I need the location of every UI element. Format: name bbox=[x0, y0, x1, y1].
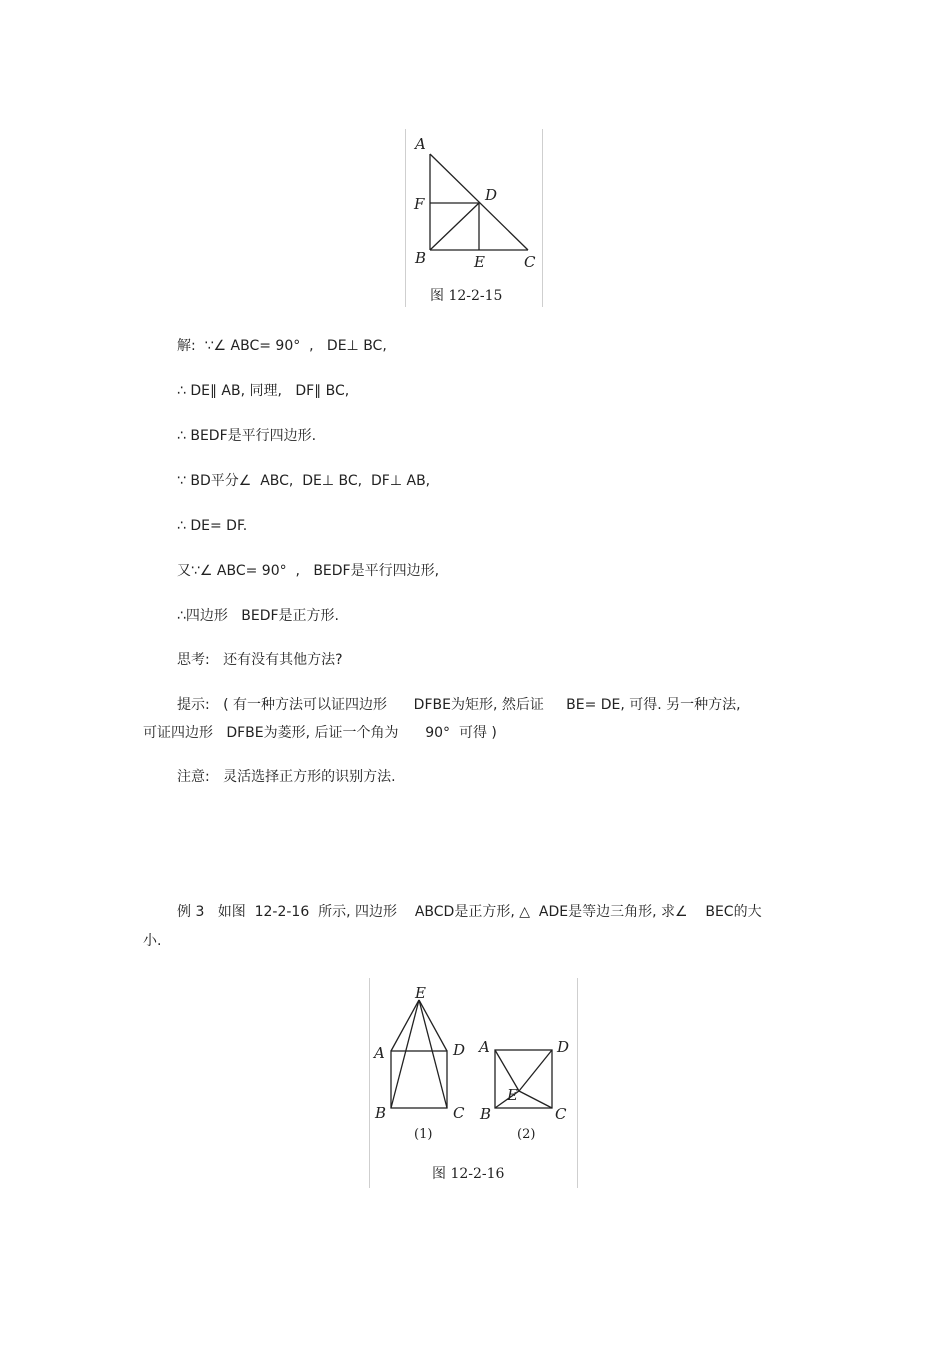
solution-line-4: ∵ BD平分∠ ABC, DE⊥ BC, DF⊥ AB, bbox=[177, 473, 431, 489]
think-question: 思考: 还有没有其他方法? bbox=[177, 652, 343, 668]
solution-line-6: 又∵∠ ABC= 90° , BEDF是平行四边形, bbox=[177, 563, 440, 579]
label-D: D bbox=[485, 186, 498, 204]
fig2-sub-caption: (2) bbox=[517, 1127, 536, 1142]
note-line: 注意: 灵活选择正方形的识别方法. bbox=[177, 769, 396, 785]
figure-12-2-15 bbox=[405, 129, 543, 307]
figure-caption: 图 12-2-16 bbox=[432, 1166, 505, 1182]
solution-line-1: 解: ∵∠ ABC= 90° , DE⊥ BC, bbox=[177, 338, 387, 354]
label-F: F bbox=[414, 195, 425, 213]
fig1-sub-caption: (1) bbox=[414, 1127, 433, 1142]
fig2-label-E: E bbox=[507, 1086, 518, 1104]
figure-12-2-16 bbox=[369, 978, 578, 1188]
hint-line-2: 可证四边形 DFBE为菱形, 后证一个角为 90° 可得 ) bbox=[143, 725, 497, 741]
solution-line-5: ∴ DE= DF. bbox=[177, 518, 248, 534]
triangle-abc-drawing bbox=[430, 154, 528, 250]
example3-line-2: 小. bbox=[143, 933, 162, 949]
solution-line-7: ∴四边形 BEDF是正方形. bbox=[177, 608, 339, 624]
solution-line-3: ∴ BEDF是平行四边形. bbox=[177, 428, 317, 444]
figure-caption: 图 12-2-15 bbox=[430, 288, 503, 304]
fig2-label-C: C bbox=[555, 1105, 567, 1123]
fig2-label-B: B bbox=[480, 1105, 492, 1123]
fig1-label-A: A bbox=[374, 1044, 385, 1062]
fig2-label-D: D bbox=[557, 1038, 570, 1056]
figure-2-drawing bbox=[495, 1050, 552, 1108]
example3-line-1: 例 3 如图 12-2-16 所示, 四边形 ABCD是正方形, △ ADE是等边三角形, 求∠ BEC的大 bbox=[177, 904, 762, 920]
fig1-label-E: E bbox=[415, 984, 426, 1002]
fig1-label-D: D bbox=[453, 1041, 466, 1059]
label-E: E bbox=[474, 253, 485, 271]
fig1-label-B: B bbox=[375, 1104, 387, 1122]
fig2-label-A: A bbox=[479, 1038, 490, 1056]
label-C: C bbox=[524, 253, 536, 271]
fig1-label-C: C bbox=[453, 1104, 465, 1122]
figure-1-drawing bbox=[391, 1000, 447, 1108]
solution-line-2: ∴ DE∥ AB, 同理, DF∥ BC, bbox=[177, 383, 350, 399]
label-A: A bbox=[415, 135, 426, 153]
label-B: B bbox=[415, 249, 427, 267]
hint-line-1: 提示: ( 有一种方法可以证四边形 DFBE为矩形, 然后证 BE= DE, 可得. 另一种方法, bbox=[177, 697, 741, 713]
